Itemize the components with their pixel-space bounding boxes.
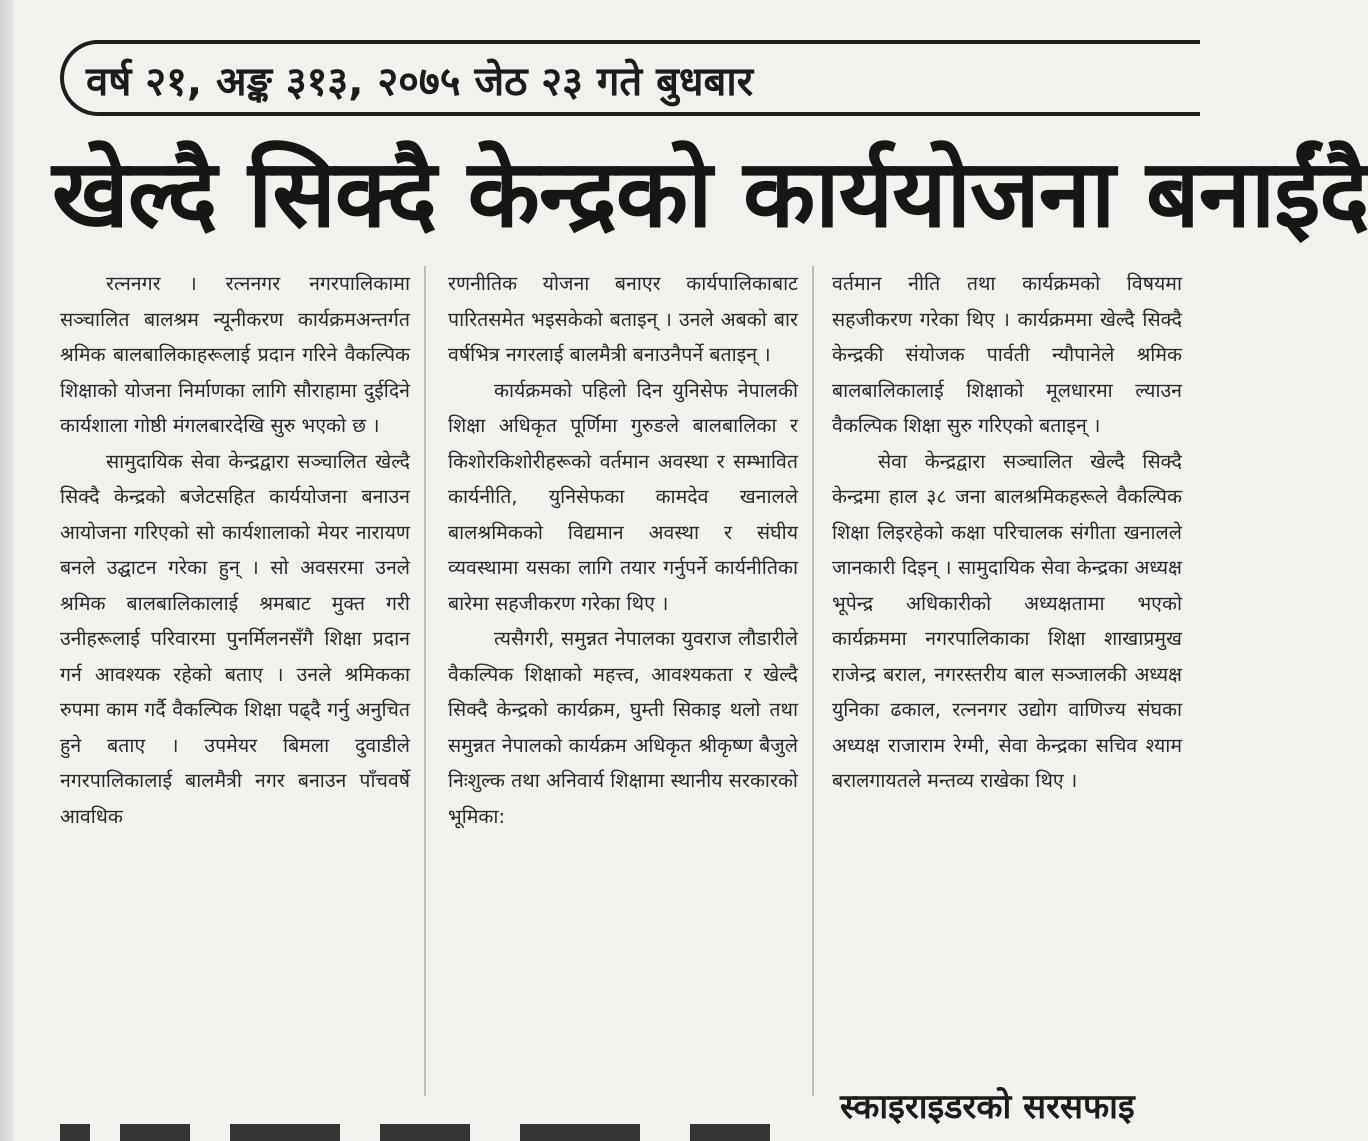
- article-headline: खेल्दै सिक्दै केन्द्रको कार्ययोजना बनाईंदै: [52, 140, 1368, 249]
- column-divider: [812, 266, 814, 1096]
- article-paragraph: सेवा केन्द्रद्वारा सञ्चालित खेल्दै सिक्दै केन्द्रमा हाल ३८ जना बालश्रमिकहरूले वैकल्पिक शिक्षा लिइरहेको कक्षा परिचालक संगीता खनालले जानकारी दिइन् । सामुदायिक सेवा केन्द्रका अध्यक्ष भूपेन्द्र अधिकारीको अध्यक्षतामा भएको कार्यक्रममा नगरपालिकाका शिक्षा शाखाप्रमुख राजेन्द्र बराल, नगरस्तरीय बाल सञ्जालकी अध्यक्ष युनिका ढकाल, रत्ननगर उद्योग वाणिज्य संघका अध्यक्ष राजाराम रेग्मी, सेवा केन्द्रका सचिव श्याम बरालगायतले मन्तव्य राखेका थिए ।: [832, 449, 1182, 792]
- article-paragraph: सामुदायिक सेवा केन्द्रद्वारा सञ्चालित खेल्दै सिक्दै केन्द्रको बजेटसहित कार्ययोजना बनाउन आयोजना गरिएको सो कार्यशालाको मेयर नारायण बनले उद्घाटन गरेका हुन् । सो अवसरमा उनले श्रमिक बालबालिकालाई श्रमबाट मुक्त गरी उनीहरूलाई परिवारमा पुनर्मिलनसँगै शिक्षा प्रदान गर्न आवश्यक रहेको बताए । उनले श्रमिकका रुपमा काम गर्दै वैकल्पिक शिक्षा पढ्दै गर्नु अनुचित हुने बताए । उपमेयर बिमला दुवाडीले नगरपालिकालाई बालमैत्री नगर बनाउन पाँचवर्षे आवधिक: [60, 449, 410, 828]
- cropped-next-headline-fragment: [40, 1118, 800, 1141]
- article-paragraph: रत्ननगर । रत्ननगर नगरपालिकामा सञ्चालित बालश्रम न्यूनीकरण कार्यक्रमअन्तर्गत श्रमिक बालबालिकाहरूलाई प्रदान गरिने वैकल्पिक शिक्षाको योजना निर्माणका लागि सौराहामा दुईदिने कार्यशाला गोष्ठी मंगलबारदेखि सुरु भएको छ ।: [60, 272, 410, 437]
- page-left-edge: [0, 0, 14, 1141]
- article-paragraph: त्यसैगरी, समुन्नत नेपालका युवराज लौडारीले वैकल्पिक शिक्षाको महत्त्व, आवश्यकता र खेल्दै सिक्दै केन्द्रको कार्यक्रम, घुम्ती सिकाइ थलो तथा समुन्नत नेपालको कार्यक्रम अधिकृत श्रीकृष्ण बैजुले निःशुल्क तथा अनिवार्य शिक्षामा स्थानीय सरकारको भूमिका:: [448, 627, 798, 828]
- next-article-headline: स्काइराइडरको सरसफाइ: [840, 1087, 1135, 1127]
- article-column-3: [832, 266, 1182, 799]
- article-paragraph: कार्यक्रमको पहिलो दिन युनिसेफ नेपालकी शिक्षा अधिकृत पूर्णिमा गुरुङले बालबालिका र किशोरकिशोरीहरूको वर्तमान अवस्था र सम्भावित कार्यनीति, युनिसेफका कामदेव खनालले बालश्रमिकको विद्यमान अवस्था र संघीय व्यवस्थामा यसका लागि तयार गर्नुपर्ने कार्यनीतिका बारेमा सहजीकरण गरेका थिए ।: [448, 378, 798, 615]
- column-divider: [424, 266, 426, 1096]
- dateline: वर्ष २१, अङ्क ३१३, २०७५ जेठ २३ गते बुधबार: [86, 59, 754, 105]
- article-column-1: [60, 266, 410, 834]
- article-paragraph: रणनीतिक योजना बनाएर कार्यपालिकाबाट पारितसमेत भइसकेको बताइन् । उनले अबको बार वर्षभित्र नगरलाई बालमैत्री बनाउनैपर्ने बताइन् ।: [448, 272, 798, 366]
- article-column-2: [448, 266, 798, 834]
- article-paragraph: वर्तमान नीति तथा कार्यक्रमको विषयमा सहजीकरण गरेका थिए । कार्यक्रममा खेल्दै सिक्दै केन्द्रकी संयोजक पार्वती न्यौपानेले श्रमिक बालबालिकालाई शिक्षाको मूलधारमा ल्याउन वैकल्पिक शिक्षा सुरु गरिएको बताइन् ।: [832, 272, 1182, 437]
